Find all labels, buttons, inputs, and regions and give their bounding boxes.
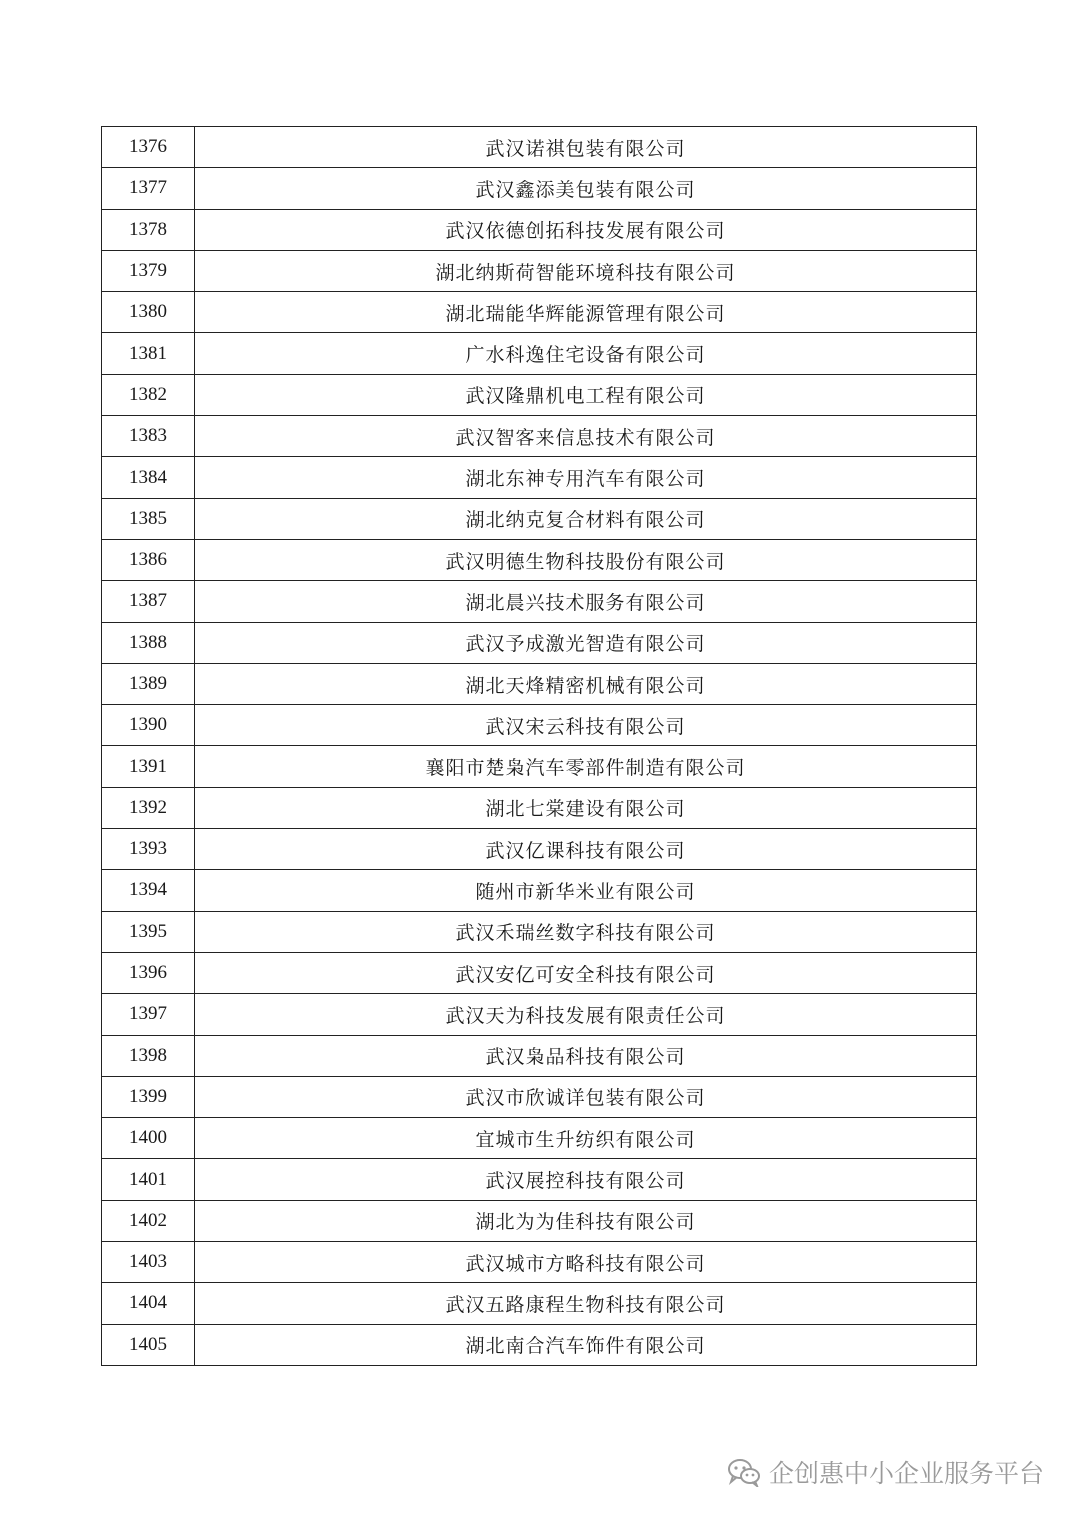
- company-name-cell: 武汉枭品科技有限公司: [195, 1035, 977, 1076]
- company-name-cell: 武汉诺祺包装有限公司: [195, 127, 977, 168]
- row-number-cell: 1381: [102, 333, 195, 374]
- row-number-cell: 1384: [102, 457, 195, 498]
- row-number-cell: 1383: [102, 416, 195, 457]
- wechat-icon: [727, 1457, 761, 1487]
- row-number-cell: 1379: [102, 250, 195, 291]
- company-name-cell: 武汉展控科技有限公司: [195, 1159, 977, 1200]
- row-number-cell: 1376: [102, 127, 195, 168]
- row-number-cell: 1395: [102, 911, 195, 952]
- table-row: [102, 416, 977, 457]
- company-name-cell: 随州市新华米业有限公司: [195, 870, 977, 911]
- table-row: [102, 829, 977, 870]
- company-name-cell: 武汉安亿可安全科技有限公司: [195, 952, 977, 993]
- company-name-cell: 武汉城市方略科技有限公司: [195, 1242, 977, 1283]
- table-row: [102, 581, 977, 622]
- row-number-cell: 1404: [102, 1283, 195, 1324]
- company-name-cell: 湖北纳克复合材料有限公司: [195, 498, 977, 539]
- company-name-cell: 襄阳市楚枭汽车零部件制造有限公司: [195, 746, 977, 787]
- table-row: [102, 292, 977, 333]
- company-name-cell: 武汉天为科技发展有限责任公司: [195, 994, 977, 1035]
- row-number-cell: 1405: [102, 1324, 195, 1365]
- company-name-cell: 湖北纳斯荷智能环境科技有限公司: [195, 250, 977, 291]
- row-number-cell: 1403: [102, 1242, 195, 1283]
- row-number-cell: 1378: [102, 209, 195, 250]
- row-number-cell: 1382: [102, 374, 195, 415]
- company-name-cell: 武汉予成激光智造有限公司: [195, 622, 977, 663]
- row-number-cell: 1398: [102, 1035, 195, 1076]
- company-name-cell: 湖北七棠建设有限公司: [195, 787, 977, 828]
- company-name-cell: 湖北天烽精密机械有限公司: [195, 663, 977, 704]
- table-row: [102, 705, 977, 746]
- table-row: [102, 870, 977, 911]
- table-row: [102, 539, 977, 580]
- company-name-cell: 湖北瑞能华辉能源管理有限公司: [195, 292, 977, 333]
- table-row: [102, 1324, 977, 1365]
- table-row: [102, 1242, 977, 1283]
- row-number-cell: 1380: [102, 292, 195, 333]
- table-row: [102, 374, 977, 415]
- row-number-cell: 1397: [102, 994, 195, 1035]
- row-number-cell: 1402: [102, 1200, 195, 1241]
- table-row: [102, 1076, 977, 1117]
- company-name-cell: 武汉禾瑞丝数字科技有限公司: [195, 911, 977, 952]
- table-row: [102, 994, 977, 1035]
- table-row: [102, 498, 977, 539]
- company-name-cell: 武汉鑫添美包装有限公司: [195, 168, 977, 209]
- row-number-cell: 1399: [102, 1076, 195, 1117]
- company-name-cell: 湖北东神专用汽车有限公司: [195, 457, 977, 498]
- table-row: [102, 209, 977, 250]
- table-row: [102, 787, 977, 828]
- row-number-cell: 1388: [102, 622, 195, 663]
- row-number-cell: 1385: [102, 498, 195, 539]
- row-number-cell: 1396: [102, 952, 195, 993]
- company-name-cell: 武汉宋云科技有限公司: [195, 705, 977, 746]
- table-row: [102, 622, 977, 663]
- row-number-cell: 1390: [102, 705, 195, 746]
- table-row: [102, 746, 977, 787]
- company-table-body: [102, 127, 977, 1366]
- table-row: [102, 457, 977, 498]
- row-number-cell: 1394: [102, 870, 195, 911]
- company-name-cell: 武汉明德生物科技股份有限公司: [195, 539, 977, 580]
- table-row: [102, 1283, 977, 1324]
- table-row: [102, 127, 977, 168]
- company-name-cell: 武汉智客来信息技术有限公司: [195, 416, 977, 457]
- row-number-cell: 1401: [102, 1159, 195, 1200]
- company-name-cell: 湖北晨兴技术服务有限公司: [195, 581, 977, 622]
- company-name-cell: 武汉五路康程生物科技有限公司: [195, 1283, 977, 1324]
- company-table: [101, 126, 977, 1366]
- company-name-cell: 武汉市欣诚详包装有限公司: [195, 1076, 977, 1117]
- table-row: [102, 663, 977, 704]
- table-row: [102, 911, 977, 952]
- company-name-cell: 湖北为为佳科技有限公司: [195, 1200, 977, 1241]
- row-number-cell: 1386: [102, 539, 195, 580]
- table-row: [102, 250, 977, 291]
- table-row: [102, 1118, 977, 1159]
- row-number-cell: 1400: [102, 1118, 195, 1159]
- table-row: [102, 1159, 977, 1200]
- table-row: [102, 952, 977, 993]
- company-name-cell: 湖北南合汽车饰件有限公司: [195, 1324, 977, 1365]
- row-number-cell: 1392: [102, 787, 195, 828]
- table-row: [102, 333, 977, 374]
- watermark-text: 企创惠中小企业服务平台: [768, 1459, 1044, 1488]
- company-name-cell: 武汉依德创拓科技发展有限公司: [195, 209, 977, 250]
- company-name-cell: 广水科逸住宅设备有限公司: [195, 333, 977, 374]
- table-row: [102, 168, 977, 209]
- company-name-cell: 武汉隆鼎机电工程有限公司: [195, 374, 977, 415]
- row-number-cell: 1391: [102, 746, 195, 787]
- row-number-cell: 1393: [102, 829, 195, 870]
- company-name-cell: 武汉亿课科技有限公司: [195, 829, 977, 870]
- watermark: [727, 1454, 1044, 1490]
- table-row: [102, 1200, 977, 1241]
- company-name-cell: 宜城市生升纺织有限公司: [195, 1118, 977, 1159]
- row-number-cell: 1387: [102, 581, 195, 622]
- row-number-cell: 1377: [102, 168, 195, 209]
- row-number-cell: 1389: [102, 663, 195, 704]
- table-row: [102, 1035, 977, 1076]
